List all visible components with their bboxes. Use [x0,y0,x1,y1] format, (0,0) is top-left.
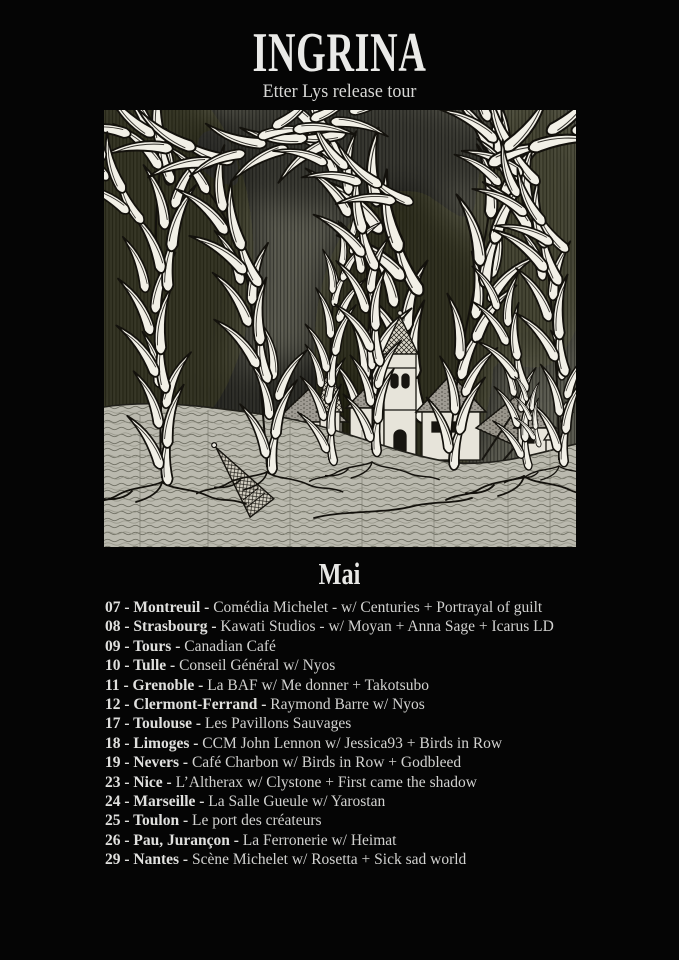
tour-date-day-city: 26 - Pau, Jurançon - [105,831,243,849]
tour-date-day-city: 10 - Tulle - [105,657,180,675]
tour-date-details: Kawati Studios - w/ Moyan + Anna Sage + Icarus LD [220,618,554,636]
tour-date-details: La BAF w/ Me donner + Takotsubo [207,676,429,694]
tour-date-day-city: 07 - Montreuil - [105,598,214,616]
tour-date-row [105,598,679,617]
tour-date-details: Raymond Barre w/ Nyos [270,695,425,713]
tour-date-day-city: 29 - Nantes - [105,851,192,869]
tour-date-row [105,831,679,850]
tour-dates-list [105,598,679,870]
tour-date-row [105,850,679,869]
tour-date-day-city: 11 - Grenoble - [105,676,208,694]
tour-subtitle: Etter Lys release tour [262,81,417,102]
tour-date-row [105,656,679,675]
tour-date-row [105,792,679,811]
tour-date-day-city: 18 - Limoges - [105,734,203,752]
tour-date-details: CCM John Lennon w/ Jessica93 + Birds in Row [202,734,503,752]
tour-date-details: Comédia Michelet - w/ Centuries + Portrayal of guilt [213,598,543,616]
tour-date-row [105,637,679,656]
band-name: INGRINA [252,22,427,84]
month-heading: Mai [318,555,361,591]
tour-date-row [105,714,679,733]
tour-date-row [105,734,679,753]
tour-date-details: Scène Michelet w/ Rosetta + Sick sad world [191,851,467,869]
tour-date-row [105,811,679,830]
tour-date-details: La Salle Gueule w/ Yarostan [208,793,386,810]
tour-date-day-city: 09 - Tours - [105,637,185,655]
tour-date-row [105,695,679,714]
tour-date-row [105,773,679,792]
tour-date-day-city: 19 - Nevers - [105,754,192,772]
tour-date-row [105,753,679,772]
tour-date-details: La Ferronerie w/ Heimat [242,831,397,849]
tour-date-day-city: 12 - Clermont-Ferrand - [105,695,271,713]
tour-date-details: Café Charbon w/ Birds in Row + Godbleed [191,754,462,772]
tour-artwork-illustration [104,110,576,547]
tour-date-day-city: 23 - Nice - [105,773,176,791]
tour-date-row [105,617,679,636]
tour-date-day-city: 08 - Strasbourg - [105,618,221,636]
tour-date-details: Conseil Général w/ Nyos [179,657,336,675]
tour-date-details: Canadian Café [184,637,276,655]
tour-date-row [105,676,679,695]
tour-date-day-city: 24 - Marseille - [105,793,209,810]
tour-date-day-city: 25 - Toulon - [105,812,193,830]
tour-date-details: Le port des créateurs [192,812,322,830]
tour-date-day-city: 17 - Toulouse - [105,715,205,733]
tour-date-details: L’Altherax w/ Clystone + First came the shadow [175,773,477,791]
tour-date-details: Les Pavillons Sauvages [204,715,352,733]
